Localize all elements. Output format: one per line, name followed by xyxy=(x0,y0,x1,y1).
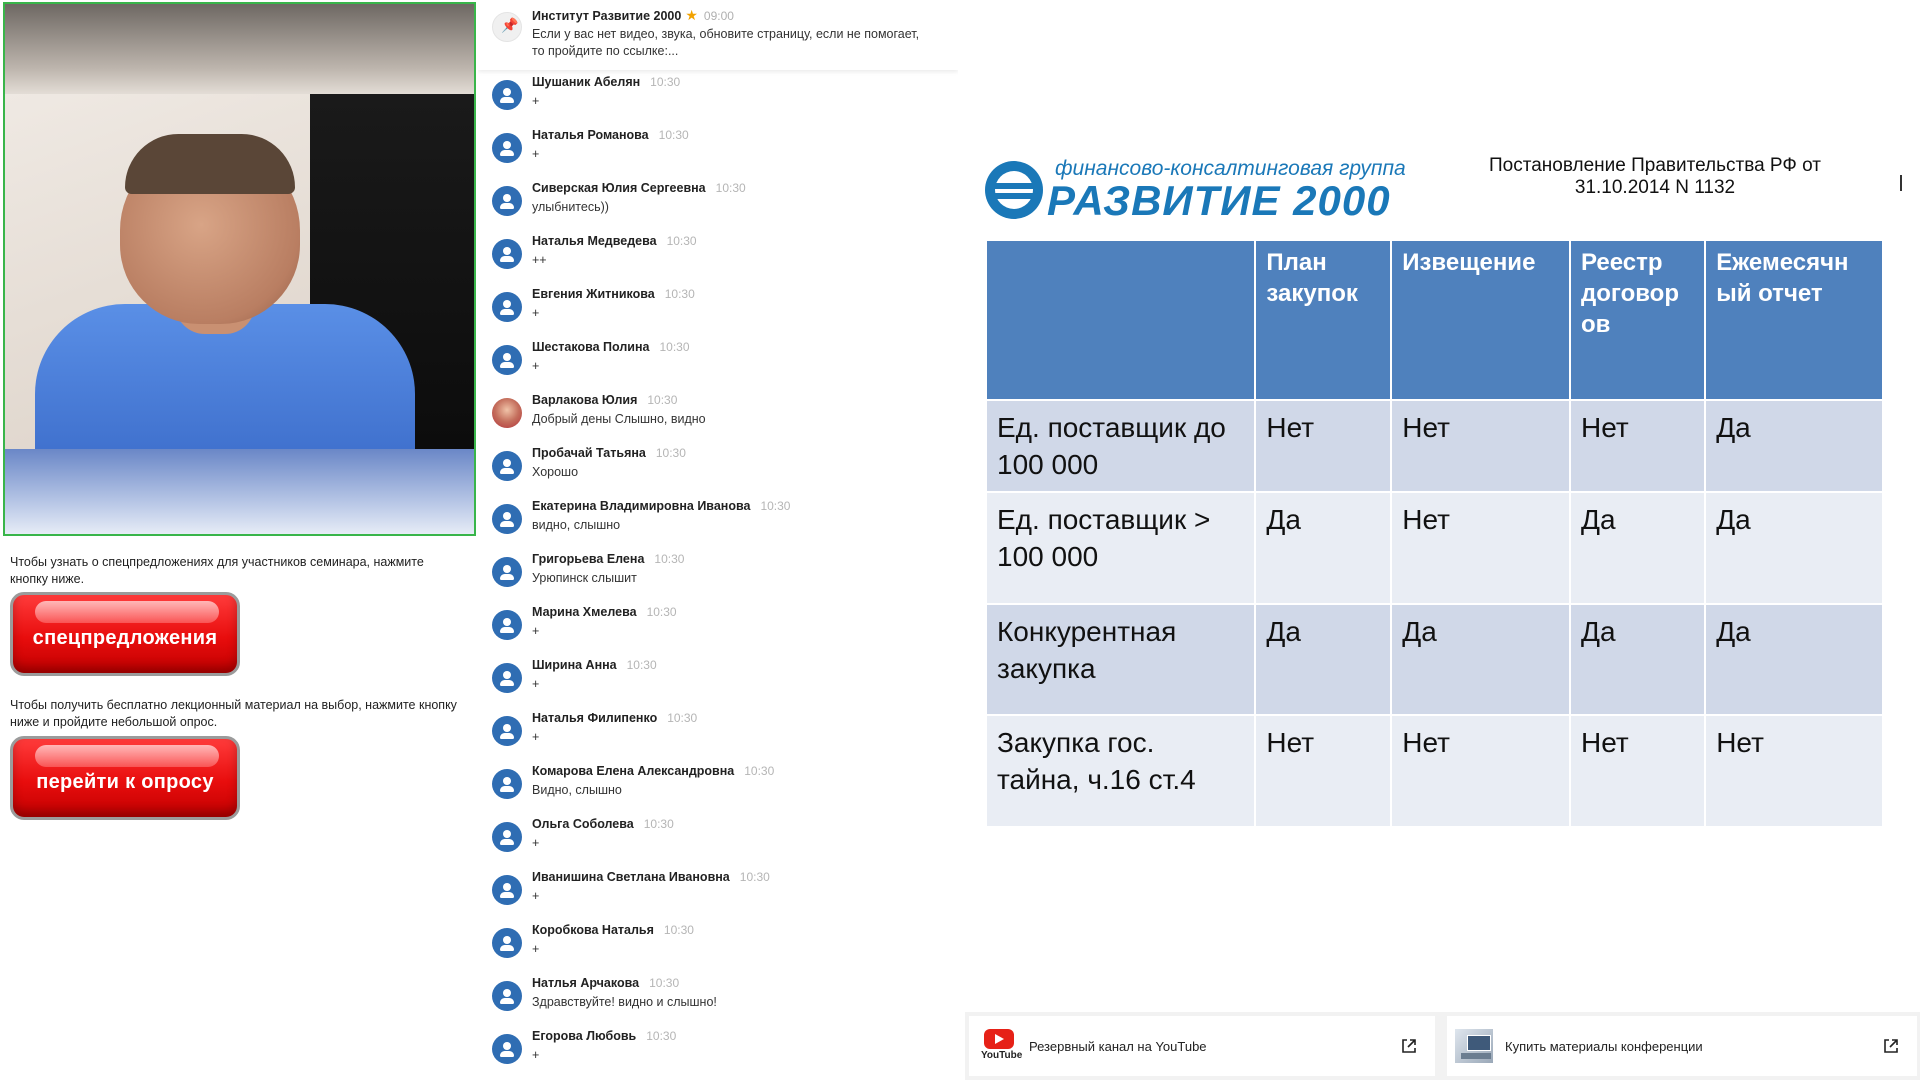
slide-edge-mark xyxy=(1900,175,1902,191)
user-avatar-icon xyxy=(492,663,522,693)
message-author: Егорова Любовь xyxy=(532,1029,637,1043)
message-author: Комарова Елена Александровна xyxy=(532,764,735,778)
table-cell: Да xyxy=(1256,605,1390,714)
pinned-text: Если у вас нет видео, звука, обновите страницу, если не помогает, то пройдите по ссылке:... xyxy=(532,27,920,58)
chat-message xyxy=(478,388,958,441)
table-header: План закупок xyxy=(1256,241,1390,399)
message-text: + xyxy=(532,624,540,638)
youtube-wordmark: YouTube xyxy=(981,1050,1023,1061)
table-header xyxy=(987,241,1254,399)
user-avatar-icon xyxy=(492,610,522,640)
table-cell: Да xyxy=(1706,605,1882,714)
pinned-time: 09:00 xyxy=(703,9,734,23)
message-time: 10:30 xyxy=(744,764,775,778)
star-icon: ★ xyxy=(685,7,698,23)
chat-message xyxy=(478,918,958,971)
chat-panel[interactable] xyxy=(478,0,958,1080)
chat-message xyxy=(478,812,958,865)
message-author: Наталья Медведева xyxy=(532,234,657,248)
table-cell: Да xyxy=(1392,605,1569,714)
table-cell: Нет xyxy=(1392,401,1569,491)
chat-message xyxy=(478,971,958,1024)
chat-message xyxy=(478,759,958,812)
user-avatar-icon xyxy=(492,133,522,163)
left-panel xyxy=(0,0,476,1080)
procurement-table xyxy=(985,239,1884,828)
user-avatar-icon xyxy=(492,769,522,799)
table-header: Ежемесячн ый отчет xyxy=(1706,241,1882,399)
user-avatar-icon xyxy=(492,875,522,905)
pinned-author xyxy=(532,7,734,24)
external-link-icon[interactable] xyxy=(1401,1038,1417,1054)
table-cell: Да xyxy=(1706,493,1882,603)
message-text: видно, слышно xyxy=(532,518,621,532)
message-author: Наталья Романова xyxy=(532,128,649,142)
message-text: + xyxy=(532,730,540,744)
table-row xyxy=(987,493,1882,603)
chat-message xyxy=(478,865,958,918)
table-cell: Да xyxy=(1256,493,1390,603)
table-cell: Нет xyxy=(1392,716,1569,826)
message-text: ++ xyxy=(532,253,547,267)
message-author: Шушаник Абелян xyxy=(532,75,641,89)
user-avatar-icon xyxy=(492,80,522,110)
table-cell: Нет xyxy=(1256,401,1390,491)
user-avatar-icon xyxy=(492,186,522,216)
logo-subtitle: финансово-консалтинговая группа xyxy=(1055,157,1406,180)
slide-title: Постановление Правительства РФ от 31.10.2014 N 1132 xyxy=(1489,155,1821,198)
table-row xyxy=(987,605,1882,714)
message-time: 10:30 xyxy=(663,923,694,937)
message-time: 10:30 xyxy=(647,393,678,407)
external-link-icon[interactable] xyxy=(1883,1038,1899,1054)
message-time: 10:30 xyxy=(667,711,698,725)
table-header: Извещение xyxy=(1392,241,1569,399)
message-author: Наталья Филипенко xyxy=(532,711,658,725)
chat-message xyxy=(478,176,958,229)
message-text: + xyxy=(532,94,540,108)
speaker-hair xyxy=(125,134,295,194)
message-time: 10:30 xyxy=(626,658,657,672)
message-time: 10:30 xyxy=(654,552,685,566)
table-header-row xyxy=(987,241,1882,399)
button-gloss xyxy=(35,745,219,767)
message-text: Здравствуйте! видно и слышно! xyxy=(532,995,717,1009)
user-avatar-icon xyxy=(492,822,522,852)
message-time: 10:30 xyxy=(760,499,791,513)
user-avatar-icon xyxy=(492,928,522,958)
chat-message xyxy=(478,653,958,706)
specials-button[interactable] xyxy=(10,592,240,676)
video-blur-top xyxy=(5,4,474,96)
user-avatar-icon xyxy=(492,557,522,587)
message-text: + xyxy=(532,889,540,903)
user-avatar-icon xyxy=(492,716,522,746)
chat-message xyxy=(478,335,958,388)
message-author: Ширина Анна xyxy=(532,658,617,672)
pinned-message[interactable] xyxy=(478,0,958,70)
table-row xyxy=(987,401,1882,491)
speaker-video[interactable] xyxy=(3,2,476,536)
table-cell: Да xyxy=(1571,605,1704,714)
message-author: Натлья Арчакова xyxy=(532,976,640,990)
survey-button[interactable] xyxy=(10,736,240,820)
message-time: 10:30 xyxy=(646,1029,677,1043)
chat-message xyxy=(478,1024,958,1077)
chat-message xyxy=(478,494,958,547)
buy-materials-link[interactable] xyxy=(1447,1016,1917,1076)
survey-info-text: Чтобы получить бесплатно лекционный материал на выбор, нажмите кнопку ниже и пройдите небольшой опрос. xyxy=(10,698,457,729)
youtube-channel-link[interactable] xyxy=(969,1016,1435,1076)
message-time: 10:30 xyxy=(649,976,680,990)
message-author: Екатерина Владимировна Иванова xyxy=(532,499,751,513)
laptop-thumbnail-icon xyxy=(1455,1029,1493,1063)
presentation-slide xyxy=(975,145,1905,845)
message-text: Хорошо xyxy=(532,465,579,479)
company-logo xyxy=(985,153,1445,223)
pinned-avatar xyxy=(492,12,522,42)
chat-message xyxy=(478,70,958,123)
table-row xyxy=(987,716,1882,826)
message-text: Урюпинск слышит xyxy=(532,571,637,585)
message-author: Шестакова Полина xyxy=(532,340,650,354)
message-author: Пробачай Татьяна xyxy=(532,446,646,460)
pinned-author-name: Институт Развитие 2000 xyxy=(532,9,682,23)
message-author: Евгения Житникова xyxy=(532,287,655,301)
user-avatar-icon xyxy=(492,451,522,481)
presentation-area xyxy=(965,0,1920,1012)
logo-emblem-icon xyxy=(985,161,1043,219)
message-time: 10:30 xyxy=(659,340,690,354)
user-avatar-icon xyxy=(492,1034,522,1064)
youtube-icon xyxy=(981,1029,1023,1063)
pin-icon: 📌 xyxy=(501,17,519,33)
message-time: 10:30 xyxy=(666,234,697,248)
youtube-link-label: Резервный канал на YouTube xyxy=(1029,1038,1207,1054)
chat-message xyxy=(478,229,958,282)
message-author: Коробкова Наталья xyxy=(532,923,654,937)
table-cell: Нет xyxy=(1706,716,1882,826)
message-author: Марина Хмелева xyxy=(532,605,637,619)
table-cell: Нет xyxy=(1571,716,1704,826)
table-cell: Нет xyxy=(1256,716,1390,826)
message-time: 10:30 xyxy=(739,870,770,884)
chat-message xyxy=(478,600,958,653)
user-photo-avatar xyxy=(492,398,522,428)
chat-message xyxy=(478,441,958,494)
table-cell: Ед. поставщик > 100 000 xyxy=(987,493,1254,603)
chat-message xyxy=(478,282,958,335)
message-list xyxy=(478,70,958,1077)
message-author: Иванишина Светлана Ивановна xyxy=(532,870,730,884)
chat-message xyxy=(478,706,958,759)
message-text: + xyxy=(532,359,540,373)
message-time: 10:30 xyxy=(646,605,677,619)
message-time: 10:30 xyxy=(664,287,695,301)
message-author: Ольга Соболева xyxy=(532,817,634,831)
table-cell: Конкурентная закупка xyxy=(987,605,1254,714)
chat-message xyxy=(478,123,958,176)
table-header: Реестр договор ов xyxy=(1571,241,1704,399)
table-cell: Да xyxy=(1706,401,1882,491)
table-cell: Нет xyxy=(1571,401,1704,491)
table-cell: Закупка гос. тайна, ч.16 ст.4 xyxy=(987,716,1254,826)
message-time: 10:30 xyxy=(715,181,746,195)
user-avatar-icon xyxy=(492,504,522,534)
message-text: + xyxy=(532,306,540,320)
buy-materials-label: Купить материалы конференции xyxy=(1505,1038,1703,1054)
table-cell: Нет xyxy=(1392,493,1569,603)
message-text: + xyxy=(532,677,540,691)
table-cell: Ед. поставщик до 100 000 xyxy=(987,401,1254,491)
button-gloss xyxy=(35,601,219,623)
message-text: + xyxy=(532,1048,540,1062)
message-text: + xyxy=(532,147,540,161)
message-author: Григорьева Елена xyxy=(532,552,645,566)
chat-message xyxy=(478,547,958,600)
message-time: 10:30 xyxy=(658,128,689,142)
message-time: 10:30 xyxy=(655,446,686,460)
message-text: улыбнитесь)) xyxy=(532,200,609,214)
specials-info-text: Чтобы узнать о спецпредложениях для участников семинара, нажмите кнопку ниже. xyxy=(10,555,424,586)
survey-button-label: перейти к опросу xyxy=(36,770,214,793)
speaker-figure xyxy=(35,144,415,454)
bottom-links-bar xyxy=(965,1012,1920,1080)
message-text: Добрый дены Слышно, видно xyxy=(532,412,706,426)
message-text: + xyxy=(532,942,540,956)
specials-button-label: спецпредложения xyxy=(32,626,218,649)
message-time: 10:30 xyxy=(643,817,674,831)
user-avatar-icon xyxy=(492,345,522,375)
video-blur-bottom xyxy=(5,449,474,536)
message-author: Варлакова Юлия xyxy=(532,393,638,407)
user-avatar-icon xyxy=(492,292,522,322)
user-avatar-icon xyxy=(492,239,522,269)
logo-brand: РАЗВИТИЕ 2000 xyxy=(1047,177,1391,224)
message-time: 10:30 xyxy=(650,75,681,89)
table-cell: Да xyxy=(1571,493,1704,603)
user-avatar-icon xyxy=(492,981,522,1011)
message-text: Видно, слышно xyxy=(532,783,622,797)
message-text: + xyxy=(532,836,540,850)
message-author: Сиверская Юлия Сергеевна xyxy=(532,181,706,195)
